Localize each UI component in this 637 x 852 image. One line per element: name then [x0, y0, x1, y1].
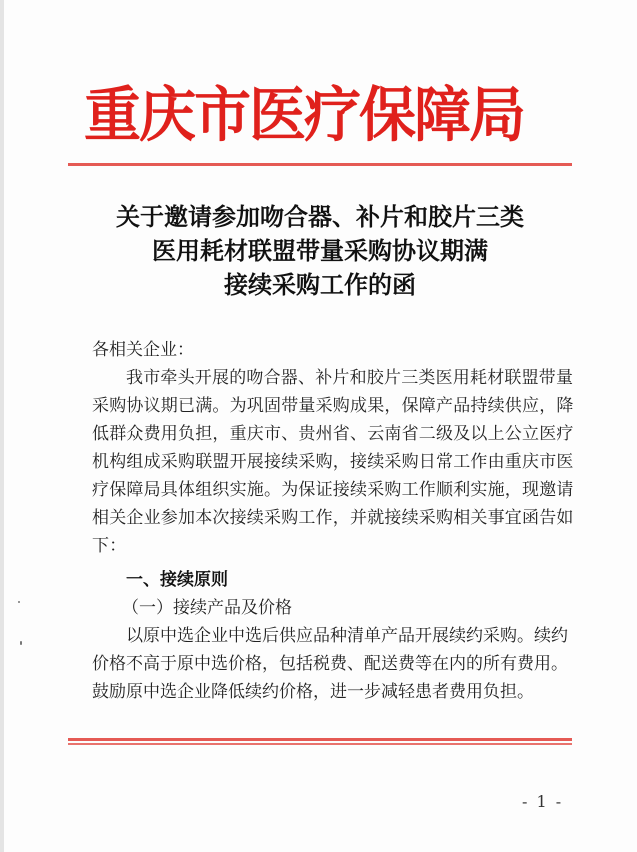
letterhead-rule	[68, 163, 572, 166]
intro-paragraph	[92, 364, 572, 560]
title-line-2: 医用耗材联盟带量采购协议期满	[152, 236, 488, 265]
intro-line: 低群众费用负担，重庆市、贵州省、云南省二级及以上公立医疗	[92, 424, 574, 444]
section-heading-1: 一、接续原则	[126, 570, 228, 590]
agency-letterhead: 重庆市医疗保障局	[84, 80, 524, 151]
speck	[18, 601, 20, 603]
sub-line: 价格不高于原中选价格，包括税费、配送费等在内的所有费用。	[92, 654, 568, 674]
document-title	[70, 200, 570, 302]
subsection-paragraph	[92, 622, 572, 706]
footer-rule-thin	[68, 743, 572, 745]
intro-line: 机构组成采购联盟开展接续采购，接续采购日常工作由重庆市医	[92, 452, 574, 472]
salutation: 各相关企业：	[92, 340, 194, 360]
speck	[20, 641, 22, 645]
intro-line: 我市牵头开展的吻合器、补片和胶片三类医用耗材联盟带量	[126, 368, 574, 388]
scan-edge	[0, 0, 4, 852]
sub-line: 以原中选企业中选后供应品种清单产品开展续约采购。续约	[126, 626, 568, 646]
page-number: - 1 -	[522, 792, 564, 811]
sub-line: 鼓励原中选企业降低续约价格，进一步减轻患者费用负担。	[92, 682, 534, 702]
intro-line: 相关企业参加本次接续采购工作，并就接续采购相关事宜函告如	[92, 508, 574, 528]
intro-line: 下：	[92, 536, 127, 556]
intro-line: 采购协议期已满。为巩固带量采购成果，保障产品持续供应，降	[92, 396, 574, 416]
subsection-heading-1: （一）接续产品及价格	[122, 598, 292, 618]
footer-rule	[68, 738, 572, 741]
intro-line: 疗保障局具体组织实施。为保证接续采购工作顺利实施，现邀请	[92, 480, 574, 500]
title-line-3: 接续采购工作的函	[224, 270, 416, 299]
title-line-1: 关于邀请参加吻合器、补片和胶片三类	[116, 202, 524, 231]
